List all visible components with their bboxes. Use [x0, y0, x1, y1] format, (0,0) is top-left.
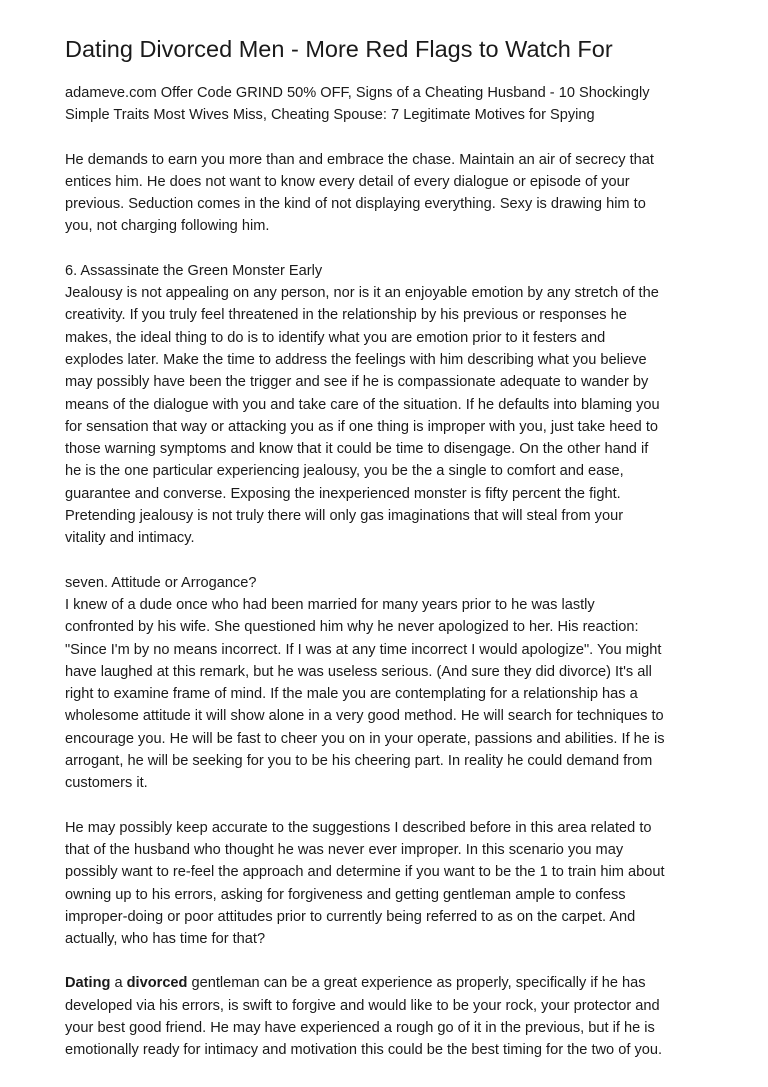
paragraph-conclusion: [65, 972, 725, 1061]
text-line: Jealousy is not appealing on any person, nor is it an enjoyable emotion by any stretch of the: [65, 285, 659, 302]
text-line: makes, the ideal thing to do is to identify what you are emotion prior to it festers and: [65, 329, 606, 346]
text-line: wholesome attitude it will show alone in a very good method. He will search for techniques to: [65, 708, 664, 725]
page-title: Dating Divorced Men - More Red Flags to Watch For: [65, 36, 613, 62]
text-line: Pretending jealousy is not truly there will only gas imaginations that will steal from your: [65, 508, 624, 525]
paragraph-jealousy: [65, 260, 725, 550]
bold-keyword-divorced: divorced: [126, 975, 188, 992]
text-line: encourage you. He will be fast to cheer you on in your operate, passions and abilities. If he is: [65, 730, 665, 747]
text-line: explodes later. Make the time to address the feelings with him describing what you believe: [65, 351, 647, 368]
text-line: you, not charging following him.: [65, 218, 270, 235]
text-line: developed via his errors, is swift to forgive and would like to be your rock, your protector and: [65, 997, 660, 1014]
text-line: have laughed at this remark, but he was useless serious. (And sure they did divorce) It's all: [65, 663, 652, 680]
text-line: adameve.com Offer Code GRIND 50% OFF, Signs of a Cheating Husband - 10 Shockingly: [65, 85, 650, 101]
bold-keyword-dating: Dating: [65, 975, 111, 992]
section-heading-line: seven. Attitude or Arrogance?: [65, 574, 257, 591]
paragraph-attitude: [65, 572, 725, 795]
text-line: Simple Traits Most Wives Miss, Cheating Spouse: 7 Legitimate Motives for Spying: [65, 107, 595, 124]
text-line: right to examine frame of mind. If the male you are contemplating for a relationship has a: [65, 686, 638, 703]
text-line: He demands to earn you more than and embrace the chase. Maintain an air of secrecy that: [65, 151, 654, 168]
text-line: arrogant, he will be seeking for you to be his cheering part. In reality he could demand from: [65, 753, 653, 770]
text-line: vitality and intimacy.: [65, 530, 195, 547]
text-line: that of the husband who thought he was never ever improper. In this scenario you may: [65, 841, 624, 858]
text-run: gentleman can be a great experience as properly, specifically if he has: [187, 975, 646, 992]
text-line: entices him. He does not want to know every detail of every dialogue or episode of your: [65, 173, 630, 190]
text-line: your best good friend. He may have experienced a rough go of it in the previous, but if he is: [65, 1019, 655, 1036]
text-line: may possibly have been the trigger and see if he is compassionate adequate to wander by: [65, 374, 649, 391]
text-line: I knew of a dude once who had been married for many years prior to he was lastly: [65, 596, 595, 613]
text-line: for sensation that way or attacking you as if one thing is improper with you, just take heed to: [65, 418, 658, 435]
paragraph-intro-links: [65, 82, 725, 127]
text-line: means of the dialogue with you and take care of the situation. If he defaults into blaming you: [65, 396, 660, 413]
text-line: those warning symptoms and know that it could be time to disengage. On the other hand if: [65, 441, 649, 458]
text-line: possibly want to re-feel the approach and determine if you want to be the 1 to train him about: [65, 864, 665, 881]
text-line: previous. Seduction comes in the kind of not displaying everything. Sexy is drawing him to: [65, 196, 646, 213]
document-page: [65, 34, 725, 1084]
text-line-first: [65, 972, 725, 994]
text-line: owning up to his errors, asking for forgiveness and getting gentleman ample to confess: [65, 886, 626, 903]
text-line: "Since I'm by no means incorrect. If I was at any time incorrect I would apologize". You might: [65, 641, 662, 658]
text-line: emotionally ready for intimacy and motivation this could be the best timing for the two of you.: [65, 1042, 663, 1059]
text-line: actually, who has time for that?: [65, 931, 266, 948]
text-line: guarantee and converse. Exposing the inexperienced monster is fifty percent the fight.: [65, 485, 621, 502]
connector-text: a: [110, 975, 127, 992]
text-line: confronted by his wife. She questioned him why he never apologized to her. His reaction:: [65, 619, 639, 636]
text-line: creativity. If you truly feel threatened in the relationship by his previous or responses he: [65, 307, 627, 324]
text-line: He may possibly keep accurate to the suggestions I described before in this area related to: [65, 819, 652, 836]
text-line: improper-doing or poor attitudes prior to currently being referred to as on the carpet. And: [65, 908, 636, 925]
section-heading-line: 6. Assassinate the Green Monster Early: [65, 262, 323, 279]
paragraph-suggestions: [65, 817, 725, 951]
text-line: he is the one particular experiencing jealousy, you be the a single to comfort and ease,: [65, 463, 624, 480]
paragraph-secrecy: [65, 149, 725, 238]
text-line: customers it.: [65, 775, 148, 792]
